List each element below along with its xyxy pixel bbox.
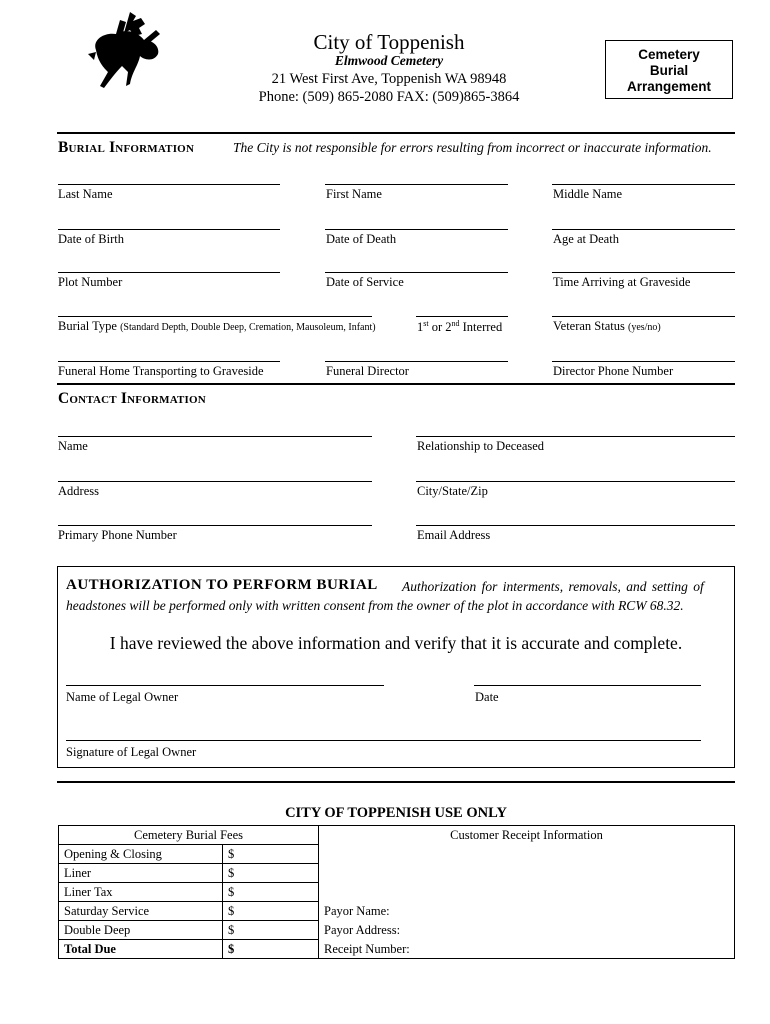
funeral-home-field[interactable] xyxy=(58,361,280,362)
primary-phone-field[interactable] xyxy=(58,525,372,526)
city-state-zip-field[interactable] xyxy=(416,481,735,482)
fee-label: Double Deep xyxy=(59,921,223,940)
fee-row xyxy=(59,921,735,940)
city-use-heading: CITY OF TOPPENISH USE ONLY xyxy=(285,805,507,821)
date-of-death-label: Date of Death xyxy=(326,232,397,246)
fee-value[interactable]: $ xyxy=(223,883,319,902)
age-at-death-field[interactable] xyxy=(552,229,735,230)
interred-field[interactable] xyxy=(416,316,508,317)
fee-row xyxy=(59,883,735,902)
bronco-rider-logo xyxy=(86,10,164,92)
fee-value[interactable]: $ xyxy=(223,902,319,921)
city-name: City of Toppenish xyxy=(313,30,465,54)
fees-header: Cemetery Burial Fees xyxy=(59,826,319,845)
fee-value[interactable]: $ xyxy=(223,845,319,864)
interred-label xyxy=(417,319,502,335)
date-of-service-label: Date of Service xyxy=(326,275,404,289)
arrival-time-label: Time Arriving at Graveside xyxy=(553,275,691,289)
badge-line-1: Cemetery xyxy=(638,47,700,62)
fee-label: Saturday Service xyxy=(59,902,223,921)
primary-phone-label: Primary Phone Number xyxy=(58,528,177,542)
middle-name-field[interactable] xyxy=(552,184,735,185)
burial-disclaimer: The City is not responsible for errors resulting from incorrect or inaccurate information. xyxy=(233,140,712,155)
relationship-field[interactable] xyxy=(416,436,735,437)
funeral-home-label: Funeral Home Transporting to Graveside xyxy=(58,364,264,378)
total-due-value[interactable]: $ xyxy=(223,940,319,959)
receipt-header: Customer Receipt Information xyxy=(319,826,735,845)
veteran-status-hint: (yes/no) xyxy=(627,322,661,333)
fee-label: Liner xyxy=(59,864,223,883)
header-divider xyxy=(57,132,735,134)
contact-info-heading: Contact Information xyxy=(58,390,206,407)
email-field[interactable] xyxy=(416,525,735,526)
relationship-label: Relationship to Deceased xyxy=(417,439,545,453)
veteran-status-text: Veteran Status xyxy=(553,319,625,333)
director-phone-field[interactable] xyxy=(552,361,735,362)
cemetery-name: Elmwood Cemetery xyxy=(334,53,444,68)
fee-row xyxy=(59,864,735,883)
fee-row xyxy=(59,902,735,921)
first-name-label: First Name xyxy=(326,187,382,201)
plot-number-field[interactable] xyxy=(58,272,280,273)
legal-owner-name-field[interactable] xyxy=(66,685,384,686)
total-due-label: Total Due xyxy=(59,940,223,959)
payor-name-cell[interactable]: Payor Name: xyxy=(319,902,735,921)
interred-first-suffix: st xyxy=(423,319,429,328)
burial-type-text: Burial Type xyxy=(58,319,117,333)
date-of-birth-label: Date of Birth xyxy=(58,232,124,246)
city-state-zip-label: City/State/Zip xyxy=(417,484,488,498)
funeral-director-label: Funeral Director xyxy=(326,364,409,378)
interred-word: Interred xyxy=(459,320,503,335)
table-header-row xyxy=(59,826,735,845)
authorization-text-line2: headstones will be performed only with written consent from the owner of the plot in accordance with RCW 68.32. xyxy=(66,598,684,613)
veteran-status-field[interactable] xyxy=(552,316,735,317)
authorization-divider xyxy=(57,781,735,783)
signature-field[interactable] xyxy=(66,740,701,741)
badge-line-3: Arrangement xyxy=(626,79,712,94)
city-phone-fax: Phone: (509) 865-2080 FAX: (509)865-3864 xyxy=(258,89,520,105)
email-label: Email Address xyxy=(417,528,491,542)
burial-divider xyxy=(57,383,735,385)
middle-name-label: Middle Name xyxy=(553,187,623,201)
fee-label: Opening & Closing xyxy=(59,845,223,864)
receipt-cell xyxy=(319,883,735,902)
payor-address-cell[interactable]: Payor Address: xyxy=(319,921,735,940)
receipt-cell xyxy=(319,845,735,864)
date-of-service-field[interactable] xyxy=(325,272,508,273)
form-title-badge xyxy=(605,40,733,99)
date-of-death-field[interactable] xyxy=(325,229,508,230)
director-phone-label: Director Phone Number xyxy=(553,364,674,378)
contact-address-label: Address xyxy=(58,484,99,498)
burial-type-hint: (Standard Depth, Double Deep, Cremation, Mausoleum, Infant) xyxy=(120,322,376,333)
contact-name-label: Name xyxy=(58,439,88,453)
last-name-field[interactable] xyxy=(58,184,280,185)
interred-second-suffix: nd xyxy=(451,319,460,328)
verification-statement: I have reviewed the above information and verify that it is accurate and complete. xyxy=(109,633,683,653)
contact-address-field[interactable] xyxy=(58,481,372,482)
legal-owner-name-label: Name of Legal Owner xyxy=(66,690,179,704)
receipt-cell xyxy=(319,864,735,883)
contact-name-field[interactable] xyxy=(58,436,372,437)
authorization-text-line1: Authorization for interments, removals, and setting of xyxy=(402,579,704,594)
total-row xyxy=(59,940,735,959)
interred-first: 1 xyxy=(417,320,424,335)
plot-number-label: Plot Number xyxy=(58,275,123,289)
authorization-box xyxy=(57,566,735,768)
interred-or-second: or 2 xyxy=(428,320,452,335)
age-at-death-label: Age at Death xyxy=(553,232,619,246)
veteran-status-label xyxy=(553,319,661,334)
authorization-date-field[interactable] xyxy=(474,685,701,686)
authorization-date-label: Date xyxy=(475,690,499,704)
fee-label: Liner Tax xyxy=(59,883,223,902)
fee-row xyxy=(59,845,735,864)
date-of-birth-field[interactable] xyxy=(58,229,280,230)
fee-value[interactable]: $ xyxy=(223,864,319,883)
fee-value[interactable]: $ xyxy=(223,921,319,940)
authorization-title: AUTHORIZATION TO PERFORM BURIAL xyxy=(66,577,378,593)
funeral-director-field[interactable] xyxy=(325,361,508,362)
arrival-time-field[interactable] xyxy=(552,272,735,273)
burial-info-heading: Burial Information xyxy=(58,139,195,156)
city-address: 21 West First Ave, Toppenish WA 98948 xyxy=(271,71,507,87)
first-name-field[interactable] xyxy=(325,184,508,185)
city-use-table xyxy=(58,825,735,959)
burial-type-field[interactable] xyxy=(58,316,372,317)
signature-label: Signature of Legal Owner xyxy=(66,745,197,759)
last-name-label: Last Name xyxy=(58,187,113,201)
receipt-number-cell[interactable]: Receipt Number: xyxy=(319,940,735,959)
burial-type-label xyxy=(58,319,376,334)
badge-line-2: Burial xyxy=(649,63,689,78)
